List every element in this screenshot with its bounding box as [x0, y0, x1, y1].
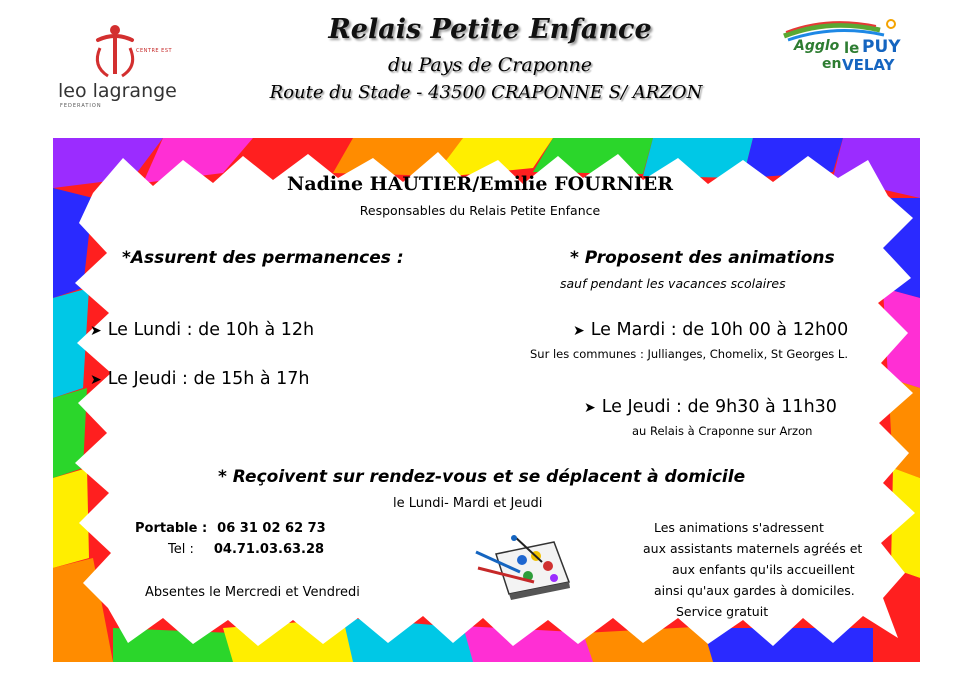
agglo-le-puy-logo [780, 18, 905, 88]
absence-note: Absentes le Mercredi et Vendredi [145, 585, 360, 600]
info-line: Service gratuit [676, 604, 769, 619]
arrow-bullet-icon: ➤ [573, 323, 585, 339]
rendez-vous-days: le Lundi- Mardi et Jeudi [393, 496, 543, 511]
agglo-velay-text: VELAY [842, 56, 895, 74]
permanences-heading: *Assurent des permanences : [122, 248, 404, 268]
permanence-item: ➤ Le Lundi : de 10h à 12h [90, 320, 315, 340]
leo-federation-text: FEDERATION [60, 103, 102, 109]
responsables-subtitle: Responsables du Relais Petite Enfance [359, 203, 601, 218]
animation-item-detail: Sur les communes : Jullianges, Chomelix, St Georges L. [530, 347, 848, 361]
leo-lagrange-logo [56, 22, 186, 112]
agglo-puy-text: PUY [862, 37, 901, 57]
info-line: Les animations s'adressent [654, 520, 824, 535]
responsables-names: Nadine HAUTIER/Emilie FOURNIER [286, 173, 674, 195]
page-title: Relais Petite Enfance [328, 14, 652, 45]
animations-heading: * Proposent des animations [570, 248, 835, 268]
arrow-bullet-icon: ➤ [584, 400, 596, 416]
agglo-en-text: en [822, 56, 842, 72]
portable-label: Portable : [135, 521, 208, 536]
agglo-text: Agglo [794, 38, 840, 54]
address: Route du Stade - 43500 CRAPONNE S/ ARZON [269, 82, 703, 103]
info-line: aux enfants qu'ils accueillent [672, 562, 855, 577]
tel-line [168, 542, 324, 557]
arrow-bullet-icon: ➤ [90, 323, 102, 339]
paint-palette-icon [474, 532, 574, 602]
portable-line [135, 517, 326, 536]
page-subtitle: du Pays de Craponne [388, 54, 592, 76]
animations-subheading: sauf pendant les vacances scolaires [560, 276, 786, 291]
agglo-le-text: le [844, 39, 860, 57]
animation-item: ➤ Le Jeudi : de 9h30 à 11h30 [584, 397, 837, 417]
animation-item-detail: au Relais à Craponne sur Arzon [632, 424, 813, 438]
tel-number: 04.71.03.63.28 [213, 542, 325, 557]
tel-label: Tel : [168, 542, 194, 557]
leo-centre-text: CENTRE EST [136, 48, 173, 54]
leo-lagrange-text: leo lagrange [58, 80, 177, 102]
portable-number: 06 31 02 62 73 [217, 521, 326, 536]
animation-item: ➤ Le Mardi : de 10h 00 à 12h00 [573, 320, 849, 340]
permanence-item: ➤ Le Jeudi : de 15h à 17h [90, 369, 310, 389]
info-line: ainsi qu'aux gardes à domiciles. [654, 583, 855, 598]
info-line: aux assistants maternels agréés et [643, 541, 863, 556]
arrow-bullet-icon: ➤ [90, 372, 102, 388]
animations-info [640, 517, 880, 622]
rendez-vous-heading: * Reçoivent sur rendez-vous et se déplacent à domicile [218, 467, 746, 487]
